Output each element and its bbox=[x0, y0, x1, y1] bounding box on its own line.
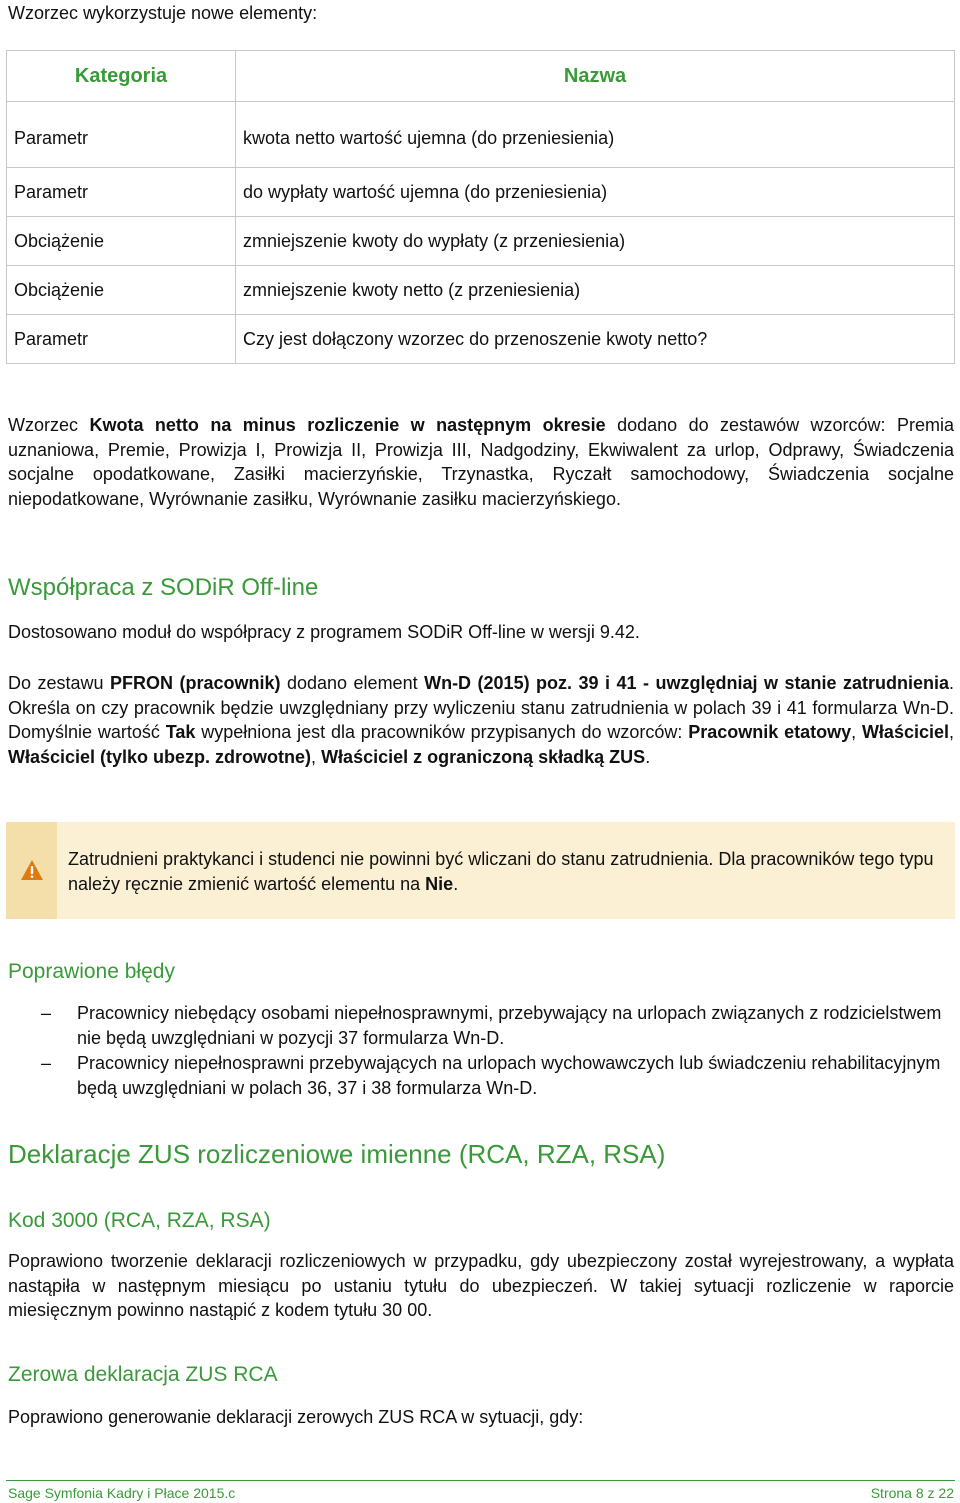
fixes-heading: Poprawione błędy bbox=[8, 960, 175, 983]
cell-nazwa: zmniejszenie kwoty netto (z przeniesienia) bbox=[236, 266, 955, 315]
fixes-list bbox=[8, 1001, 954, 1101]
intro-text: Wzorzec wykorzystuje nowe elementy: bbox=[8, 3, 318, 23]
table-row bbox=[7, 315, 955, 364]
para-bold: Tak bbox=[165, 722, 196, 742]
footer-product: Sage Symfonia Kadry i Płace 2015.c bbox=[8, 1485, 236, 1501]
note-bold: Nie bbox=[425, 873, 454, 894]
sodir-heading: Współpraca z SODiR Off-line bbox=[8, 574, 319, 601]
para-bold: Pracownik etatowy bbox=[688, 722, 852, 742]
para-text: . Określa on czy pracownik będzie uwzględniany przy wyliczeniu stanu zatrudnienia w polach 39 i 41 formularza Wn-D. Domyślnie wartość bbox=[8, 673, 955, 742]
table-row bbox=[7, 217, 955, 266]
cell-kategoria: Obciążenie bbox=[7, 217, 236, 266]
para-bold: Właściciel bbox=[861, 722, 949, 742]
pfron-paragraph bbox=[8, 671, 954, 769]
zus-heading: Deklaracje ZUS rozliczeniowe imienne (RCA, RZA, RSA) bbox=[8, 1139, 666, 1169]
para-bold: Właściciel (tylko ubezp. zdrowotne) bbox=[8, 746, 312, 767]
para-text: dodano element bbox=[280, 673, 425, 693]
table-header-row bbox=[7, 51, 955, 102]
cell-nazwa: do wypłaty wartość ujemna (do przeniesienia) bbox=[236, 168, 955, 217]
cell-nazwa: zmniejszenie kwoty do wypłaty (z przeniesienia) bbox=[236, 217, 955, 266]
dash-bullet: – bbox=[41, 1053, 52, 1073]
para-text: Do zestawu bbox=[8, 673, 111, 693]
header-nazwa: Nazwa bbox=[236, 51, 955, 102]
para-text: , bbox=[948, 722, 954, 742]
list-item bbox=[8, 1051, 954, 1100]
zerowa-heading: Zerowa deklaracja ZUS RCA bbox=[8, 1363, 278, 1386]
para-bold: Kwota netto na minus rozliczenie w następnym okresie bbox=[89, 415, 606, 435]
warning-note bbox=[6, 822, 955, 919]
para-text: . bbox=[645, 746, 651, 767]
para-text: Wzorzec bbox=[8, 415, 90, 435]
cell-nazwa: Czy jest dołączony wzorzec do przenoszenie kwoty netto? bbox=[236, 315, 955, 364]
wzorzec-paragraph bbox=[8, 413, 954, 511]
zerowa-text: Poprawiono generowanie deklaracji zerowych ZUS RCA w sytuacji, gdy: bbox=[8, 1407, 584, 1427]
note-end: . bbox=[453, 873, 459, 894]
note-stripe bbox=[6, 822, 57, 919]
para-text: , bbox=[311, 746, 322, 767]
table-row bbox=[7, 168, 955, 217]
list-item-text: Pracownicy niepełnosprawni przebywających na urlopach wychowawczych lub świadczeniu rehabilitacyjnym będą uwzględniani w polach 36, 37 i 38 formularza Wn-D. bbox=[77, 1053, 941, 1098]
header-kategoria: Kategoria bbox=[7, 51, 236, 102]
dash-bullet: – bbox=[41, 1003, 52, 1023]
warning-icon bbox=[21, 860, 43, 880]
elements-table bbox=[6, 50, 955, 364]
table-row bbox=[7, 102, 955, 168]
para-text: , bbox=[851, 722, 862, 742]
para-bold: PFRON (pracownik) bbox=[110, 673, 281, 693]
note-body: Zatrudnieni praktykanci i studenci nie powinni być wliczani do stanu zatrudnienia. Dla pracowników tego typu należy ręcznie zmienić wartość elementu na bbox=[68, 849, 934, 894]
para-text: dodano do zestawów wzorców: Premia uznaniowa, Premie, Prowizja I, Prowizja II, Prowizja III, Nadgodziny, Ekwiwalent za urlop, Odprawy, Świadczenia socjalne opodatkowane, Zasiłki macierzyńskie, Trzynastka, Ryczałt samochodowy, Świadczenia socjalne niepodatkowane, Wyrównanie zasiłku, Wyrównanie zasiłku macierzyńskiego. bbox=[8, 415, 954, 509]
para-bold: Właściciel z ograniczoną składką ZUS bbox=[321, 746, 646, 767]
cell-kategoria: Parametr bbox=[7, 315, 236, 364]
para-bold: Wn-D (2015) poz. 39 i 41 - uwzględniaj w stanie zatrudnienia bbox=[424, 673, 949, 693]
kod-text: Poprawiono tworzenie deklaracji rozliczeniowych w przypadku, gdy ubezpieczony został wyrejestrowany, a wypłata nastąpiła w następnym miesiącu po ustaniu tytułu do ubezpieczeń. W takiej sytuacji rozliczenie w raporcie miesięcznym powinno nastąpić z kodem tytułu 30 00. bbox=[8, 1251, 954, 1320]
cell-nazwa: kwota netto wartość ujemna (do przeniesienia) bbox=[236, 102, 955, 168]
footer-page-number: Strona 8 z 22 bbox=[870, 1485, 954, 1501]
note-text bbox=[68, 847, 938, 896]
sodir-text: Dostosowano moduł do współpracy z programem SODiR Off-line w wersji 9.42. bbox=[8, 622, 640, 642]
kod-heading: Kod 3000 (RCA, RZA, RSA) bbox=[8, 1209, 271, 1232]
table-row bbox=[7, 266, 955, 315]
list-item-text: Pracownicy niebędący osobami niepełnosprawnymi, przebywający na urlopach związanych z rodzicielstwem nie będą uwzględniani w pozycji 37 formularza Wn-D. bbox=[77, 1003, 942, 1048]
cell-kategoria: Parametr bbox=[7, 102, 236, 168]
cell-kategoria: Parametr bbox=[7, 168, 236, 217]
cell-kategoria: Obciążenie bbox=[7, 266, 236, 315]
para-text: wypełniona jest dla pracowników przypisanych do wzorców: bbox=[195, 722, 689, 742]
list-item bbox=[8, 1001, 954, 1050]
footer-divider bbox=[6, 1480, 955, 1481]
